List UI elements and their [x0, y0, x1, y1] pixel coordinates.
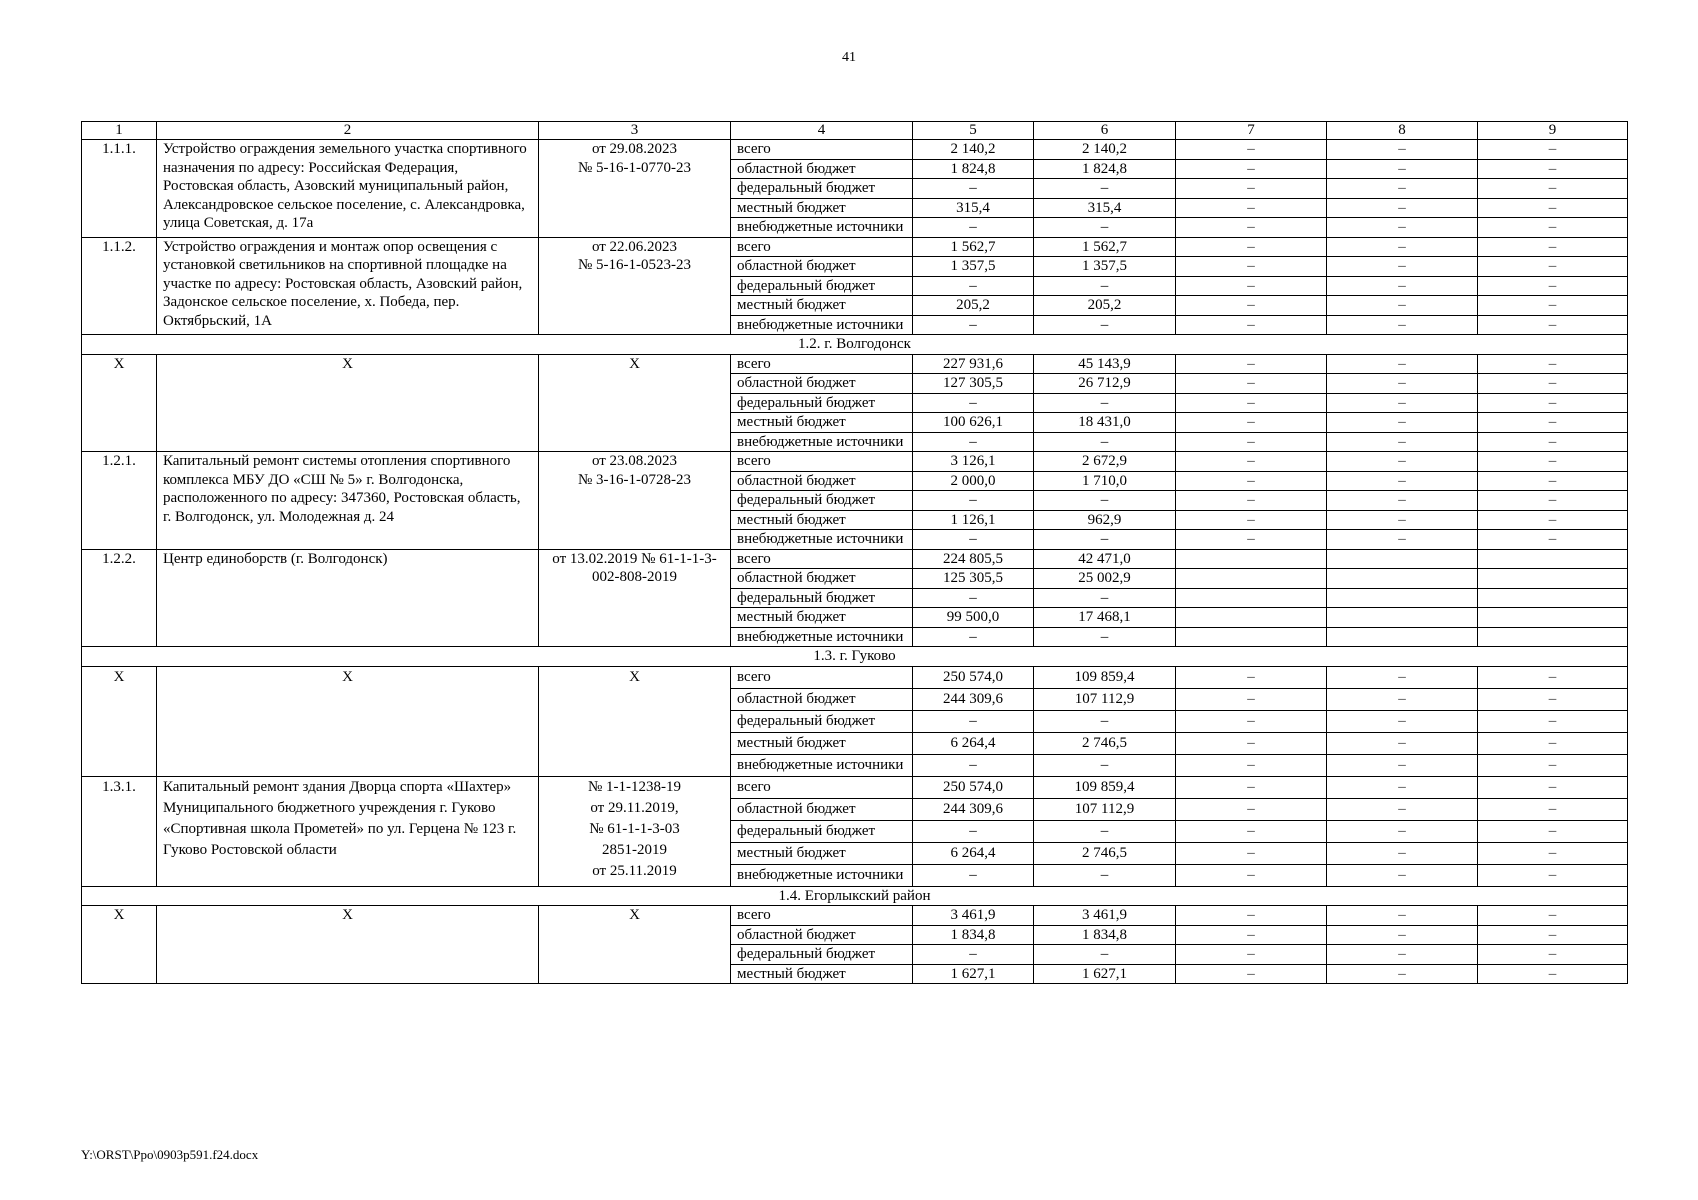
value-cell: – — [1327, 276, 1478, 296]
item-name: Капитальный ремонт системы отопления спортивного комплекса МБУ ДО «СШ № 5» г. Волгодонска, расположенного по адресу: 347360, Ростовская область, г. Волгодонск, ул. Молодежная д. 24 — [157, 452, 539, 550]
funding-source-regional: областной бюджет — [731, 374, 913, 394]
value-cell: – — [1478, 530, 1628, 550]
value-cell: – — [1034, 530, 1176, 550]
value-cell: – — [1478, 820, 1628, 842]
x-mark: Х — [82, 666, 157, 776]
value-cell: – — [1327, 296, 1478, 316]
item-number: 1.1.1. — [82, 140, 157, 238]
item-name: Устройство ограждения и монтаж опор освещения с установкой светильников на спортивной площадке на участке по адресу: Ростовская область, Азовский район, Задонское сельское поселение, х. Победа, пер. Октябрьский, 1А — [157, 237, 539, 335]
funding-source-local: местный бюджет — [731, 842, 913, 864]
value-cell: 99 500,0 — [913, 608, 1034, 628]
file-path: Y:\ORST\Ppo\0903p591.f24.docx — [81, 1147, 259, 1162]
document-ref: от 23.08.2023 № 3-16-1-0728-23 — [539, 452, 731, 550]
value-cell: – — [1176, 393, 1327, 413]
value-cell — [1176, 627, 1327, 647]
value-cell: – — [913, 315, 1034, 335]
value-cell: – — [1176, 179, 1327, 199]
value-cell: 1 562,7 — [1034, 237, 1176, 257]
column-header-6: 6 — [1034, 122, 1176, 140]
value-cell: – — [1478, 945, 1628, 965]
value-cell: 2 140,2 — [1034, 140, 1176, 160]
value-cell: 962,9 — [1034, 510, 1176, 530]
value-cell: – — [1478, 393, 1628, 413]
value-cell: – — [1327, 257, 1478, 277]
value-cell: – — [1034, 491, 1176, 511]
funding-source-federal: федеральный бюджет — [731, 179, 913, 199]
column-header-1: 1 — [82, 122, 157, 140]
value-cell: 315,4 — [913, 198, 1034, 218]
value-cell: – — [1176, 159, 1327, 179]
value-cell: – — [1478, 842, 1628, 864]
value-cell: – — [1034, 393, 1176, 413]
value-cell: – — [1478, 218, 1628, 238]
value-cell: – — [1327, 432, 1478, 452]
value-cell: 3 126,1 — [913, 452, 1034, 472]
funding-source-regional: областной бюджет — [731, 688, 913, 710]
value-cell: – — [1176, 218, 1327, 238]
value-cell: – — [1478, 354, 1628, 374]
x-mark: Х — [157, 666, 539, 776]
value-cell: – — [1327, 140, 1478, 160]
value-cell: – — [913, 179, 1034, 199]
value-cell: – — [1478, 237, 1628, 257]
funding-source-federal: федеральный бюджет — [731, 393, 913, 413]
table-row — [82, 452, 1628, 472]
value-cell: – — [1327, 413, 1478, 433]
value-cell: – — [1327, 925, 1478, 945]
value-cell: – — [1176, 864, 1327, 886]
column-header-2: 2 — [157, 122, 539, 140]
value-cell: – — [1176, 906, 1327, 926]
funding-source-federal: федеральный бюджет — [731, 491, 913, 511]
value-cell: 244 309,6 — [913, 798, 1034, 820]
value-cell: – — [1327, 452, 1478, 472]
funding-source-federal: федеральный бюджет — [731, 588, 913, 608]
value-cell: – — [1176, 140, 1327, 160]
value-cell: 205,2 — [913, 296, 1034, 316]
value-cell: – — [1176, 413, 1327, 433]
funding-source-federal: федеральный бюджет — [731, 276, 913, 296]
funding-source-total: всего — [731, 354, 913, 374]
funding-source-extrabudgetary: внебюджетные источники — [731, 864, 913, 886]
value-cell: 26 712,9 — [1034, 374, 1176, 394]
column-header-4: 4 — [731, 122, 913, 140]
budget-table — [81, 121, 1628, 984]
section-title: 1.3. г. Гуково — [82, 647, 1628, 667]
value-cell: – — [1176, 276, 1327, 296]
value-cell: – — [1478, 666, 1628, 688]
value-cell — [1327, 588, 1478, 608]
value-cell: – — [1176, 666, 1327, 688]
funding-source-extrabudgetary: внебюджетные источники — [731, 530, 913, 550]
value-cell: – — [1327, 159, 1478, 179]
page-number: 41 — [842, 50, 856, 65]
value-cell: – — [1478, 964, 1628, 984]
funding-source-extrabudgetary: внебюджетные источники — [731, 218, 913, 238]
x-mark: Х — [539, 354, 731, 452]
value-cell: – — [1478, 276, 1628, 296]
value-cell — [1176, 549, 1327, 569]
value-cell: – — [1034, 218, 1176, 238]
funding-source-extrabudgetary: внебюджетные источники — [731, 432, 913, 452]
value-cell: 244 309,6 — [913, 688, 1034, 710]
value-cell: – — [1176, 315, 1327, 335]
value-cell: – — [1327, 491, 1478, 511]
value-cell: 1 824,8 — [913, 159, 1034, 179]
document-ref: № 1-1-1238-19 от 29.11.2019, № 61-1-1-3-03 2851-2019 от 25.11.2019 — [539, 776, 731, 886]
table-row — [82, 354, 1628, 374]
value-cell — [1478, 588, 1628, 608]
value-cell: 315,4 — [1034, 198, 1176, 218]
value-cell: – — [1176, 964, 1327, 984]
value-cell: – — [1478, 491, 1628, 511]
funding-source-total: всего — [731, 906, 913, 926]
value-cell — [1327, 608, 1478, 628]
value-cell: 1 627,1 — [1034, 964, 1176, 984]
value-cell: – — [1327, 964, 1478, 984]
value-cell: – — [1478, 179, 1628, 199]
value-cell: – — [1034, 864, 1176, 886]
value-cell: – — [913, 710, 1034, 732]
value-cell: – — [1327, 710, 1478, 732]
value-cell: – — [1478, 798, 1628, 820]
value-cell: – — [1176, 754, 1327, 776]
table-row — [82, 237, 1628, 257]
value-cell: – — [1327, 393, 1478, 413]
value-cell: 6 264,4 — [913, 842, 1034, 864]
value-cell — [1478, 627, 1628, 647]
value-cell: 1 824,8 — [1034, 159, 1176, 179]
value-cell: – — [1478, 776, 1628, 798]
funding-source-local: местный бюджет — [731, 510, 913, 530]
funding-source-local: местный бюджет — [731, 413, 913, 433]
document-ref: от 22.06.2023 № 5-16-1-0523-23 — [539, 237, 731, 335]
value-cell: – — [1327, 842, 1478, 864]
value-cell: – — [1327, 510, 1478, 530]
funding-source-regional: областной бюджет — [731, 569, 913, 589]
value-cell: 125 305,5 — [913, 569, 1034, 589]
funding-source-total: всего — [731, 666, 913, 688]
funding-source-local: местный бюджет — [731, 296, 913, 316]
column-header-9: 9 — [1478, 122, 1628, 140]
funding-source-regional: областной бюджет — [731, 159, 913, 179]
value-cell: – — [1327, 374, 1478, 394]
value-cell: 127 305,5 — [913, 374, 1034, 394]
x-mark: Х — [82, 906, 157, 984]
value-cell: – — [1327, 864, 1478, 886]
value-cell: – — [1478, 159, 1628, 179]
x-mark: Х — [157, 906, 539, 984]
value-cell — [1176, 608, 1327, 628]
value-cell: 2 000,0 — [913, 471, 1034, 491]
value-cell: 1 834,8 — [913, 925, 1034, 945]
value-cell: – — [1176, 530, 1327, 550]
value-cell: – — [1176, 198, 1327, 218]
value-cell: – — [1478, 296, 1628, 316]
value-cell: 1 710,0 — [1034, 471, 1176, 491]
section-title: 1.2. г. Волгодонск — [82, 335, 1628, 355]
value-cell: – — [1327, 354, 1478, 374]
value-cell: 2 672,9 — [1034, 452, 1176, 472]
funding-source-local: местный бюджет — [731, 608, 913, 628]
value-cell: – — [1176, 945, 1327, 965]
value-cell: – — [1176, 688, 1327, 710]
value-cell: – — [1176, 452, 1327, 472]
value-cell — [1327, 627, 1478, 647]
table-row — [82, 776, 1628, 798]
value-cell: – — [1327, 237, 1478, 257]
funding-source-extrabudgetary: внебюджетные источники — [731, 315, 913, 335]
item-name: Капитальный ремонт здания Дворца спорта «Шахтер» Муниципального бюджетного учреждения г. Гуково «Спортивная школа Прометей» по ул. Герцена № 123 г. Гуково Ростовской области — [157, 776, 539, 886]
value-cell: – — [1327, 315, 1478, 335]
funding-source-federal: федеральный бюджет — [731, 945, 913, 965]
value-cell: 45 143,9 — [1034, 354, 1176, 374]
value-cell: 250 574,0 — [913, 776, 1034, 798]
item-number: 1.1.2. — [82, 237, 157, 335]
value-cell: 42 471,0 — [1034, 549, 1176, 569]
value-cell: 224 805,5 — [913, 549, 1034, 569]
value-cell — [1176, 569, 1327, 589]
value-cell: – — [913, 491, 1034, 511]
value-cell: – — [1478, 510, 1628, 530]
value-cell: – — [1327, 666, 1478, 688]
x-mark: Х — [157, 354, 539, 452]
value-cell: – — [1176, 820, 1327, 842]
value-cell: – — [1034, 588, 1176, 608]
value-cell — [1478, 608, 1628, 628]
value-cell: – — [1176, 354, 1327, 374]
value-cell: – — [1034, 820, 1176, 842]
value-cell: – — [1327, 754, 1478, 776]
funding-source-federal: федеральный бюджет — [731, 820, 913, 842]
funding-source-extrabudgetary: внебюджетные источники — [731, 627, 913, 647]
value-cell: – — [913, 530, 1034, 550]
value-cell: – — [1478, 925, 1628, 945]
value-cell: – — [1034, 432, 1176, 452]
value-cell: – — [1478, 688, 1628, 710]
document-ref: от 13.02.2019 № 61-1-1-3-002-808-2019 — [539, 549, 731, 647]
value-cell: – — [1327, 798, 1478, 820]
document-ref: от 29.08.2023 № 5-16-1-0770-23 — [539, 140, 731, 238]
value-cell: 1 126,1 — [913, 510, 1034, 530]
value-cell: – — [913, 945, 1034, 965]
value-cell — [1478, 569, 1628, 589]
section-title: 1.4. Егорлыкский район — [82, 886, 1628, 906]
value-cell: – — [1176, 374, 1327, 394]
value-cell: – — [913, 820, 1034, 842]
value-cell: – — [913, 588, 1034, 608]
value-cell: 2 746,5 — [1034, 842, 1176, 864]
item-name: Центр единоборств (г. Волгодонск) — [157, 549, 539, 647]
value-cell: – — [1176, 471, 1327, 491]
value-cell: – — [1478, 710, 1628, 732]
funding-source-extrabudgetary: внебюджетные источники — [731, 754, 913, 776]
value-cell: – — [1478, 413, 1628, 433]
value-cell: 109 859,4 — [1034, 776, 1176, 798]
value-cell: – — [913, 864, 1034, 886]
item-name: Устройство ограждения земельного участка спортивного назначения по адресу: Российская Федерация, Ростовская область, Азовский муниципальный район, Александровское сельское поселение, с. Александровка, улица Советская, д. 17а — [157, 140, 539, 238]
value-cell: – — [1034, 754, 1176, 776]
funding-source-total: всего — [731, 237, 913, 257]
value-cell: 205,2 — [1034, 296, 1176, 316]
value-cell: – — [1176, 257, 1327, 277]
value-cell: 2 140,2 — [913, 140, 1034, 160]
value-cell: – — [1176, 237, 1327, 257]
column-header-8: 8 — [1327, 122, 1478, 140]
value-cell: 18 431,0 — [1034, 413, 1176, 433]
section-row — [82, 886, 1628, 906]
value-cell: 6 264,4 — [913, 732, 1034, 754]
value-cell: – — [1478, 198, 1628, 218]
value-cell: – — [1176, 842, 1327, 864]
value-cell: – — [1176, 925, 1327, 945]
column-header-5: 5 — [913, 122, 1034, 140]
item-number: 1.2.1. — [82, 452, 157, 550]
value-cell: – — [1327, 218, 1478, 238]
value-cell: – — [913, 432, 1034, 452]
value-cell: – — [1478, 452, 1628, 472]
value-cell: 1 627,1 — [913, 964, 1034, 984]
value-cell: – — [1478, 257, 1628, 277]
funding-source-local: местный бюджет — [731, 198, 913, 218]
funding-source-total: всего — [731, 452, 913, 472]
value-cell: – — [913, 276, 1034, 296]
table-row — [82, 906, 1628, 926]
value-cell: – — [1176, 798, 1327, 820]
value-cell: – — [1478, 864, 1628, 886]
value-cell: 1 834,8 — [1034, 925, 1176, 945]
value-cell: – — [1176, 732, 1327, 754]
x-mark: Х — [82, 354, 157, 452]
value-cell: – — [1478, 754, 1628, 776]
value-cell: – — [1478, 906, 1628, 926]
column-header-7: 7 — [1176, 122, 1327, 140]
funding-source-federal: федеральный бюджет — [731, 710, 913, 732]
value-cell: – — [1176, 296, 1327, 316]
x-mark: Х — [539, 906, 731, 984]
value-cell: 109 859,4 — [1034, 666, 1176, 688]
table-row — [82, 549, 1628, 569]
value-cell: – — [1176, 491, 1327, 511]
value-cell: 107 112,9 — [1034, 798, 1176, 820]
column-header-3: 3 — [539, 122, 731, 140]
value-cell: – — [1327, 820, 1478, 842]
funding-source-regional: областной бюджет — [731, 471, 913, 491]
value-cell: – — [1478, 732, 1628, 754]
value-cell: – — [1034, 627, 1176, 647]
value-cell: 227 931,6 — [913, 354, 1034, 374]
funding-source-total: всего — [731, 140, 913, 160]
table-row — [82, 140, 1628, 160]
value-cell: 3 461,9 — [913, 906, 1034, 926]
value-cell: – — [1327, 530, 1478, 550]
column-number-row — [82, 122, 1628, 140]
value-cell: – — [1327, 776, 1478, 798]
value-cell: – — [1034, 945, 1176, 965]
value-cell — [1176, 588, 1327, 608]
value-cell: – — [1327, 732, 1478, 754]
funding-source-regional: областной бюджет — [731, 925, 913, 945]
value-cell: – — [1176, 432, 1327, 452]
value-cell: – — [1478, 432, 1628, 452]
section-row — [82, 647, 1628, 667]
value-cell: – — [913, 393, 1034, 413]
value-cell: – — [1176, 510, 1327, 530]
value-cell: – — [913, 218, 1034, 238]
value-cell: – — [1478, 315, 1628, 335]
value-cell: 1 357,5 — [913, 257, 1034, 277]
funding-source-total: всего — [731, 549, 913, 569]
value-cell: 1 357,5 — [1034, 257, 1176, 277]
value-cell: – — [1176, 776, 1327, 798]
funding-source-local: местный бюджет — [731, 964, 913, 984]
funding-source-local: местный бюджет — [731, 732, 913, 754]
value-cell: 100 626,1 — [913, 413, 1034, 433]
value-cell: – — [1478, 140, 1628, 160]
item-number: 1.3.1. — [82, 776, 157, 886]
value-cell: 2 746,5 — [1034, 732, 1176, 754]
item-number: 1.2.2. — [82, 549, 157, 647]
value-cell: 250 574,0 — [913, 666, 1034, 688]
value-cell — [1478, 549, 1628, 569]
value-cell: – — [1327, 906, 1478, 926]
funding-source-regional: областной бюджет — [731, 257, 913, 277]
value-cell: – — [1034, 179, 1176, 199]
value-cell: – — [913, 627, 1034, 647]
value-cell: 17 468,1 — [1034, 608, 1176, 628]
value-cell: 25 002,9 — [1034, 569, 1176, 589]
value-cell: – — [1034, 710, 1176, 732]
value-cell: 1 562,7 — [913, 237, 1034, 257]
x-mark: Х — [539, 666, 731, 776]
value-cell: – — [1176, 710, 1327, 732]
value-cell: – — [1327, 179, 1478, 199]
value-cell: – — [1327, 198, 1478, 218]
section-row — [82, 335, 1628, 355]
value-cell: – — [1327, 471, 1478, 491]
value-cell: – — [1478, 374, 1628, 394]
funding-source-regional: областной бюджет — [731, 798, 913, 820]
value-cell: – — [1034, 315, 1176, 335]
value-cell — [1327, 549, 1478, 569]
value-cell: – — [1478, 471, 1628, 491]
value-cell: – — [1327, 945, 1478, 965]
value-cell — [1327, 569, 1478, 589]
value-cell: 107 112,9 — [1034, 688, 1176, 710]
funding-source-total: всего — [731, 776, 913, 798]
value-cell: – — [913, 754, 1034, 776]
table-row — [82, 666, 1628, 688]
value-cell: 3 461,9 — [1034, 906, 1176, 926]
value-cell: – — [1034, 276, 1176, 296]
value-cell: – — [1327, 688, 1478, 710]
